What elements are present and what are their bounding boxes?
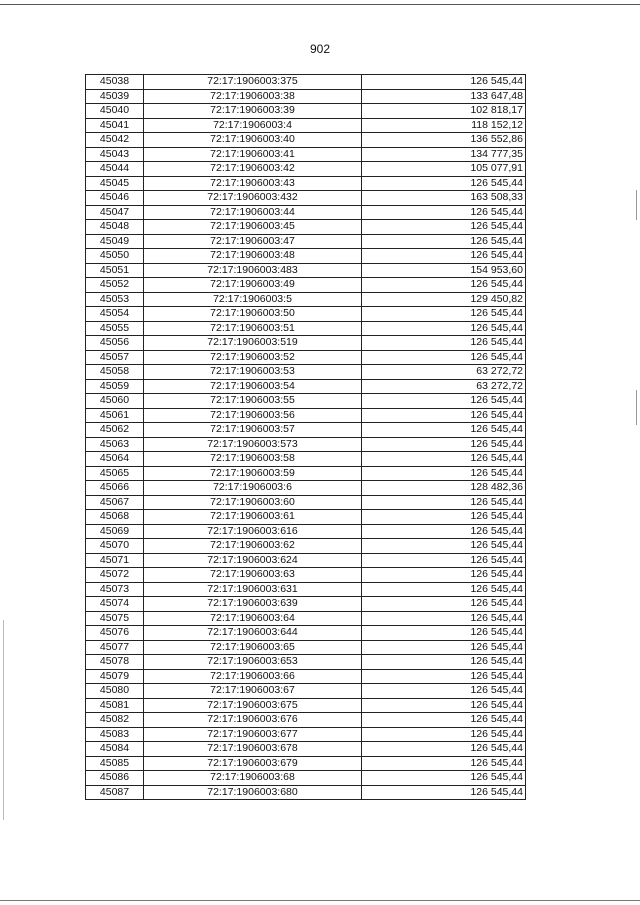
cadastral-value: 126 545,44	[362, 640, 526, 655]
cadastral-number: 72:17:1906003:6	[144, 481, 362, 496]
cadastral-value: 126 545,44	[362, 321, 526, 336]
cadastral-number: 72:17:1906003:44	[144, 205, 362, 220]
cadastral-value: 118 152,12	[362, 118, 526, 133]
cadastral-number: 72:17:1906003:639	[144, 597, 362, 612]
scan-right-mark	[636, 390, 637, 425]
row-number: 45044	[86, 162, 144, 177]
cadastral-value: 126 545,44	[362, 466, 526, 481]
cadastral-number: 72:17:1906003:39	[144, 104, 362, 119]
table-row	[86, 307, 526, 322]
cadastral-number: 72:17:1906003:631	[144, 582, 362, 597]
table-row	[86, 191, 526, 206]
row-number: 45058	[86, 365, 144, 380]
table-row	[86, 510, 526, 525]
row-number: 45057	[86, 350, 144, 365]
table-row	[86, 684, 526, 699]
row-number: 45081	[86, 698, 144, 713]
cadastral-value: 154 953,60	[362, 263, 526, 278]
table-row	[86, 698, 526, 713]
cadastral-value: 126 545,44	[362, 350, 526, 365]
table-row	[86, 147, 526, 162]
row-number: 45083	[86, 727, 144, 742]
cadastral-number: 72:17:1906003:56	[144, 408, 362, 423]
row-number: 45059	[86, 379, 144, 394]
table-row	[86, 771, 526, 786]
table-row	[86, 176, 526, 191]
table-row	[86, 75, 526, 90]
cadastral-value: 126 545,44	[362, 727, 526, 742]
cadastral-value: 126 545,44	[362, 452, 526, 467]
cadastral-value: 126 545,44	[362, 756, 526, 771]
table-row	[86, 655, 526, 670]
cadastral-number: 72:17:1906003:62	[144, 539, 362, 554]
cadastral-value: 126 545,44	[362, 611, 526, 626]
table-row	[86, 394, 526, 409]
cadastral-value: 63 272,72	[362, 365, 526, 380]
cadastral-value: 126 545,44	[362, 655, 526, 670]
table-row	[86, 118, 526, 133]
cadastral-number: 72:17:1906003:54	[144, 379, 362, 394]
row-number: 45067	[86, 495, 144, 510]
cadastral-number: 72:17:1906003:4	[144, 118, 362, 133]
row-number: 45042	[86, 133, 144, 148]
cadastral-value: 126 545,44	[362, 669, 526, 684]
row-number: 45068	[86, 510, 144, 525]
cadastral-number: 72:17:1906003:677	[144, 727, 362, 742]
scan-right-mark	[636, 190, 637, 220]
cadastral-number: 72:17:1906003:67	[144, 684, 362, 699]
cadastral-value: 126 545,44	[362, 408, 526, 423]
cadastral-number: 72:17:1906003:644	[144, 626, 362, 641]
table-row	[86, 423, 526, 438]
table-row	[86, 626, 526, 641]
table-row	[86, 495, 526, 510]
row-number: 45078	[86, 655, 144, 670]
table-row	[86, 292, 526, 307]
table-row	[86, 437, 526, 452]
cadastral-number: 72:17:1906003:48	[144, 249, 362, 264]
table-row	[86, 133, 526, 148]
table-row	[86, 756, 526, 771]
cadastral-value: 129 450,82	[362, 292, 526, 307]
cadastral-number: 72:17:1906003:483	[144, 263, 362, 278]
row-number: 45060	[86, 394, 144, 409]
row-number: 45051	[86, 263, 144, 278]
cadastral-number: 72:17:1906003:653	[144, 655, 362, 670]
cadastral-number: 72:17:1906003:61	[144, 510, 362, 525]
cadastral-number: 72:17:1906003:676	[144, 713, 362, 728]
cadastral-number: 72:17:1906003:42	[144, 162, 362, 177]
row-number: 45054	[86, 307, 144, 322]
row-number: 45052	[86, 278, 144, 293]
row-number: 45087	[86, 785, 144, 800]
cadastral-value: 134 777,35	[362, 147, 526, 162]
cadastral-value: 126 545,44	[362, 524, 526, 539]
cadastral-number: 72:17:1906003:55	[144, 394, 362, 409]
row-number: 45086	[86, 771, 144, 786]
table-row	[86, 524, 526, 539]
cadastral-number: 72:17:1906003:53	[144, 365, 362, 380]
cadastral-number: 72:17:1906003:45	[144, 220, 362, 235]
parcel-table	[85, 74, 526, 800]
row-number: 45056	[86, 336, 144, 351]
cadastral-value: 126 545,44	[362, 249, 526, 264]
row-number: 45075	[86, 611, 144, 626]
cadastral-value: 126 545,44	[362, 684, 526, 699]
table-row	[86, 553, 526, 568]
cadastral-number: 72:17:1906003:519	[144, 336, 362, 351]
cadastral-value: 126 545,44	[362, 510, 526, 525]
row-number: 45046	[86, 191, 144, 206]
cadastral-value: 126 545,44	[362, 205, 526, 220]
cadastral-number: 72:17:1906003:675	[144, 698, 362, 713]
cadastral-number: 72:17:1906003:38	[144, 89, 362, 104]
table-row	[86, 321, 526, 336]
row-number: 45055	[86, 321, 144, 336]
row-number: 45074	[86, 597, 144, 612]
table-row	[86, 452, 526, 467]
cadastral-number: 72:17:1906003:573	[144, 437, 362, 452]
table-row	[86, 365, 526, 380]
row-number: 45084	[86, 742, 144, 757]
cadastral-number: 72:17:1906003:40	[144, 133, 362, 148]
cadastral-value: 126 545,44	[362, 698, 526, 713]
table-row	[86, 162, 526, 177]
table-row	[86, 568, 526, 583]
table-row	[86, 278, 526, 293]
cadastral-number: 72:17:1906003:58	[144, 452, 362, 467]
cadastral-value: 126 545,44	[362, 582, 526, 597]
cadastral-value: 126 545,44	[362, 278, 526, 293]
cadastral-number: 72:17:1906003:678	[144, 742, 362, 757]
cadastral-value: 126 545,44	[362, 785, 526, 800]
table-row	[86, 597, 526, 612]
row-number: 45053	[86, 292, 144, 307]
row-number: 45085	[86, 756, 144, 771]
cadastral-number: 72:17:1906003:51	[144, 321, 362, 336]
row-number: 45050	[86, 249, 144, 264]
row-number: 45045	[86, 176, 144, 191]
row-number: 45082	[86, 713, 144, 728]
cadastral-value: 126 545,44	[362, 437, 526, 452]
cadastral-value: 163 508,33	[362, 191, 526, 206]
table-row	[86, 408, 526, 423]
cadastral-value: 126 545,44	[362, 394, 526, 409]
cadastral-value: 126 545,44	[362, 75, 526, 90]
table-row	[86, 249, 526, 264]
cadastral-value: 133 647,48	[362, 89, 526, 104]
table-row	[86, 727, 526, 742]
row-number: 45076	[86, 626, 144, 641]
cadastral-value: 126 545,44	[362, 539, 526, 554]
cadastral-number: 72:17:1906003:57	[144, 423, 362, 438]
row-number: 45073	[86, 582, 144, 597]
cadastral-value: 126 545,44	[362, 234, 526, 249]
table-row	[86, 205, 526, 220]
cadastral-number: 72:17:1906003:63	[144, 568, 362, 583]
cadastral-number: 72:17:1906003:43	[144, 176, 362, 191]
table-row	[86, 104, 526, 119]
row-number: 45070	[86, 539, 144, 554]
table-row	[86, 220, 526, 235]
row-number: 45049	[86, 234, 144, 249]
cadastral-value: 126 545,44	[362, 307, 526, 322]
table-row	[86, 263, 526, 278]
cadastral-value: 102 818,17	[362, 104, 526, 119]
row-number: 45071	[86, 553, 144, 568]
page-number: 902	[309, 42, 331, 56]
row-number: 45063	[86, 437, 144, 452]
cadastral-number: 72:17:1906003:680	[144, 785, 362, 800]
cadastral-number: 72:17:1906003:60	[144, 495, 362, 510]
cadastral-number: 72:17:1906003:616	[144, 524, 362, 539]
cadastral-value: 105 077,91	[362, 162, 526, 177]
cadastral-number: 72:17:1906003:64	[144, 611, 362, 626]
cadastral-number: 72:17:1906003:375	[144, 75, 362, 90]
cadastral-value: 126 545,44	[362, 597, 526, 612]
row-number: 45039	[86, 89, 144, 104]
cadastral-number: 72:17:1906003:41	[144, 147, 362, 162]
row-number: 45080	[86, 684, 144, 699]
table-row	[86, 582, 526, 597]
row-number: 45069	[86, 524, 144, 539]
cadastral-number: 72:17:1906003:59	[144, 466, 362, 481]
table-row	[86, 481, 526, 496]
row-number: 45079	[86, 669, 144, 684]
scan-top-edge	[0, 4, 640, 5]
table-row	[86, 234, 526, 249]
cadastral-value: 126 545,44	[362, 336, 526, 351]
table-row	[86, 336, 526, 351]
cadastral-value: 63 272,72	[362, 379, 526, 394]
cadastral-value: 126 545,44	[362, 220, 526, 235]
cadastral-value: 126 545,44	[362, 568, 526, 583]
cadastral-value: 126 545,44	[362, 742, 526, 757]
row-number: 45061	[86, 408, 144, 423]
cadastral-number: 72:17:1906003:432	[144, 191, 362, 206]
table-row	[86, 379, 526, 394]
cadastral-value: 126 545,44	[362, 495, 526, 510]
table-row	[86, 640, 526, 655]
cadastral-value: 136 552,86	[362, 133, 526, 148]
cadastral-value: 126 545,44	[362, 176, 526, 191]
table-row	[86, 539, 526, 554]
table-row	[86, 669, 526, 684]
table-row	[86, 350, 526, 365]
parcel-table-body	[86, 75, 526, 800]
table-row	[86, 742, 526, 757]
cadastral-value: 126 545,44	[362, 626, 526, 641]
row-number: 45043	[86, 147, 144, 162]
table-row	[86, 713, 526, 728]
table-row	[86, 785, 526, 800]
row-number: 45062	[86, 423, 144, 438]
row-number: 45077	[86, 640, 144, 655]
row-number: 45040	[86, 104, 144, 119]
cadastral-number: 72:17:1906003:49	[144, 278, 362, 293]
row-number: 45047	[86, 205, 144, 220]
cadastral-value: 126 545,44	[362, 713, 526, 728]
row-number: 45038	[86, 75, 144, 90]
row-number: 45065	[86, 466, 144, 481]
cadastral-number: 72:17:1906003:65	[144, 640, 362, 655]
cadastral-number: 72:17:1906003:624	[144, 553, 362, 568]
cadastral-value: 126 545,44	[362, 553, 526, 568]
row-number: 45048	[86, 220, 144, 235]
scan-left-mark	[3, 620, 4, 820]
cadastral-number: 72:17:1906003:66	[144, 669, 362, 684]
cadastral-number: 72:17:1906003:5	[144, 292, 362, 307]
cadastral-number: 72:17:1906003:47	[144, 234, 362, 249]
cadastral-number: 72:17:1906003:52	[144, 350, 362, 365]
cadastral-number: 72:17:1906003:68	[144, 771, 362, 786]
row-number: 45066	[86, 481, 144, 496]
row-number: 45041	[86, 118, 144, 133]
cadastral-value: 128 482,36	[362, 481, 526, 496]
scan-bottom-edge	[0, 900, 640, 901]
cadastral-number: 72:17:1906003:50	[144, 307, 362, 322]
table-row	[86, 466, 526, 481]
cadastral-value: 126 545,44	[362, 771, 526, 786]
row-number: 45072	[86, 568, 144, 583]
cadastral-value: 126 545,44	[362, 423, 526, 438]
cadastral-number: 72:17:1906003:679	[144, 756, 362, 771]
table-row	[86, 89, 526, 104]
row-number: 45064	[86, 452, 144, 467]
table-row	[86, 611, 526, 626]
